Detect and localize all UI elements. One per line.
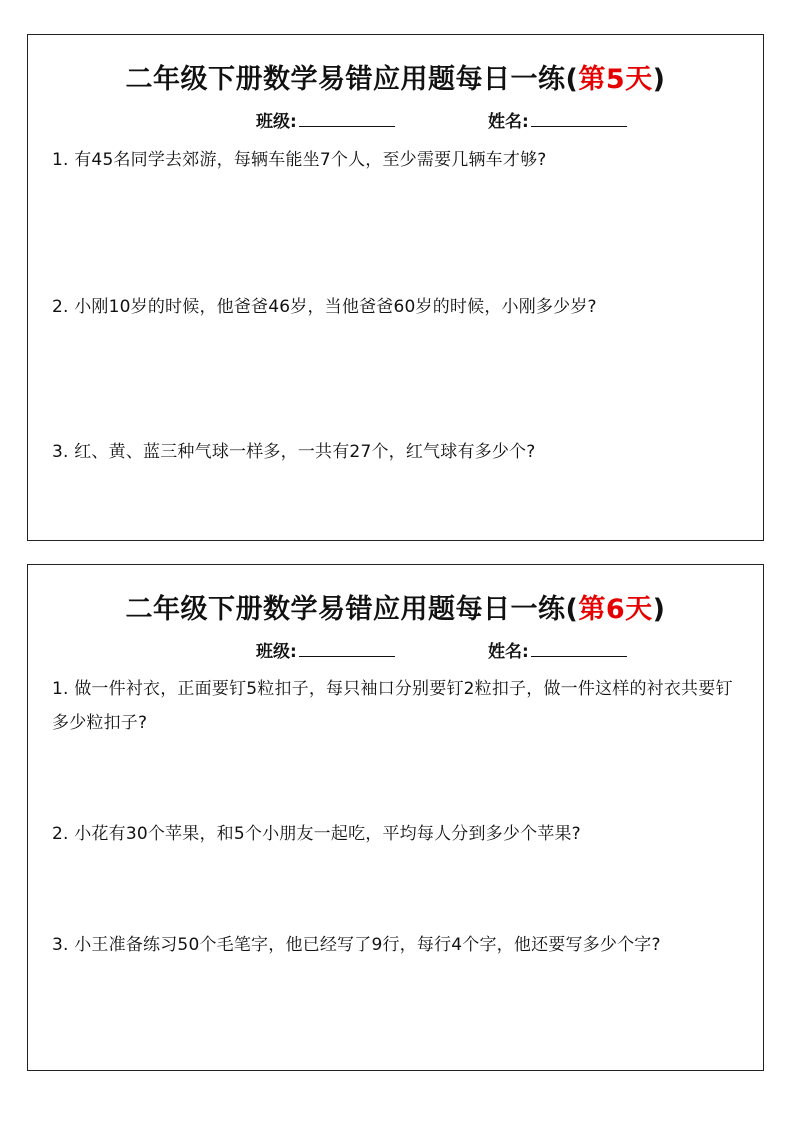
title-paren-open: ( — [565, 64, 579, 95]
name-field — [488, 637, 627, 662]
title-paren-close: ) — [652, 64, 666, 95]
worksheet-title — [28, 57, 763, 96]
class-blank[interactable] — [299, 110, 395, 127]
class-blank[interactable] — [299, 640, 395, 657]
title-paren-open: ( — [565, 594, 579, 625]
title-text: 二年级下册数学易错应用题每日一练 — [125, 594, 566, 625]
question-1: 1. 有45名同学去郊游，每辆车能坐7个人，至少需要几辆车才够? — [52, 150, 547, 170]
question-3: 3. 红、黄、蓝三种气球一样多，一共有27个，红气球有多少个? — [52, 442, 536, 462]
question-2: 2. 小刚10岁的时候，他爸爸46岁，当他爸爸60岁的时候，小刚多少岁? — [52, 297, 597, 317]
class-label: 班级: — [256, 112, 297, 132]
worksheet-title — [28, 587, 763, 626]
question-2: 2. 小花有30个苹果，和5个小朋友一起吃，平均每人分到多少个苹果? — [52, 824, 581, 844]
worksheet-card-day-6 — [27, 564, 764, 1071]
day-label: 第5天 — [578, 64, 653, 95]
name-blank[interactable] — [531, 640, 627, 657]
name-blank[interactable] — [531, 110, 627, 127]
name-field — [488, 107, 627, 132]
worksheet-card-day-5 — [27, 34, 764, 541]
class-label: 班级: — [256, 642, 297, 662]
question-1: 1. 做一件衬衣，正面要钉5粒扣子，每只袖口分别要钉2粒扣子，做一件这样的衬衣共要钉多少粒扣子? — [52, 679, 733, 733]
question-3: 3. 小王准备练习50个毛笔字，他已经写了9行，每行4个字，他还要写多少个字? — [52, 935, 661, 955]
class-field — [256, 107, 395, 132]
day-label: 第6天 — [578, 594, 653, 625]
title-text: 二年级下册数学易错应用题每日一练 — [125, 64, 566, 95]
name-label: 姓名: — [488, 112, 529, 132]
title-paren-close: ) — [652, 594, 666, 625]
class-field — [256, 637, 395, 662]
name-label: 姓名: — [488, 642, 529, 662]
